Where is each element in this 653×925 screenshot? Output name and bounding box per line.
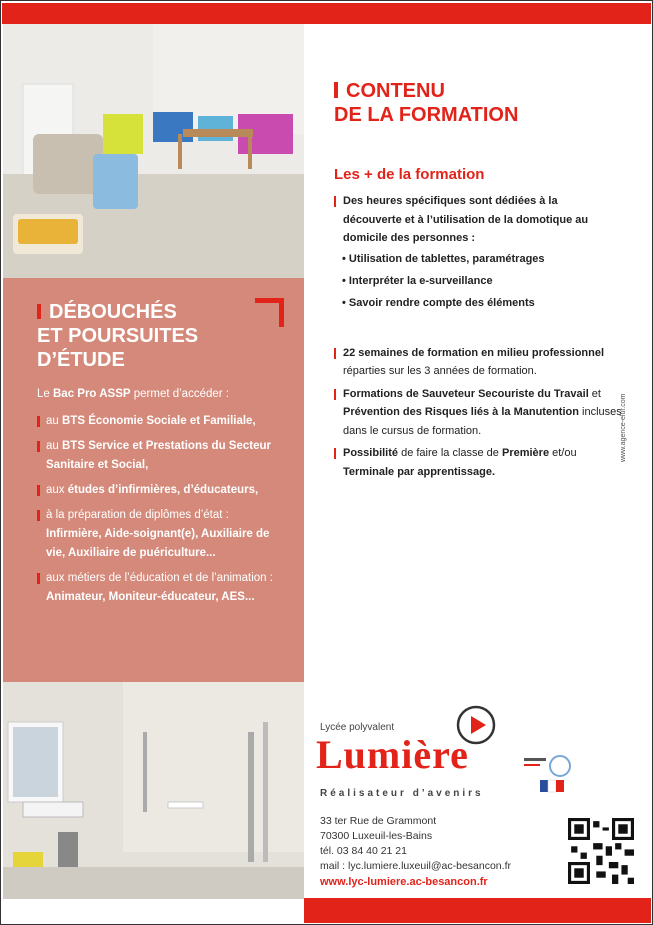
top-red-bar <box>2 3 651 24</box>
list-item: Possibilité de faire la classe de Première et/ou Terminale par apprentissage. <box>334 444 618 481</box>
agency-url: www.agence-elur.com <box>620 393 627 462</box>
list-item: Des heures spécifiques sont dédiées à la découverte et à l’utilisation de la domotique au domicile des personnes : <box>334 192 618 248</box>
list-item: au BTS Service et Prestations du Secteur Sanitaire et Social, <box>37 437 287 475</box>
lycee-mini-logo-icon <box>522 750 574 798</box>
bottom-red-bar <box>304 898 651 923</box>
outcomes-list <box>37 412 287 613</box>
list-item: au BTS Économie Sociale et Familiale, <box>37 412 287 431</box>
bathroom-photo <box>3 682 304 899</box>
list-item: Formations de Sauveteur Secouriste du Travail et Prévention des Risques liés à la Manutention incluses dans le cursus de formation. <box>334 385 628 441</box>
sub-item: • Interpréter la e-surveillance <box>342 274 493 287</box>
title-marker <box>334 82 338 98</box>
logo-small-text: Lycée polyvalent <box>320 722 395 733</box>
list-item: à la préparation de diplômes d’état : Infirmière, Aide-soignant(e), Auxiliaire de vie, Auxiliaire de puériculture... <box>37 506 287 563</box>
address-phone: tél. 03 84 40 21 21 <box>320 845 407 857</box>
website-link[interactable]: www.lyc-lumiere.ac-besancon.fr <box>320 876 488 888</box>
sub-item: • Utilisation de tablettes, paramétrages <box>342 252 545 265</box>
corner-decoration <box>255 298 284 327</box>
address-street: 33 ter Rue de Grammont <box>320 815 437 827</box>
address-email[interactable]: mail : lyc.lumiere.luxeuil@ac-besancon.fr <box>320 860 511 872</box>
title-marker <box>37 304 41 319</box>
list-item: aux métiers de l’éducation et de l’animation : Animateur, Moniteur-éducateur, AES... <box>37 569 287 607</box>
outcomes-intro: Le Bac Pro ASSP permet d’accéder : <box>37 388 229 400</box>
advantages-subtitle: Les + de la formation <box>334 166 485 183</box>
advantages-list <box>334 192 624 481</box>
address-city: 70300 Luxeuil-les-Bains <box>320 830 433 842</box>
classroom-photo <box>3 24 304 278</box>
outcomes-title: DÉBOUCHÉS ET POURSUITES D’ÉTUDE <box>37 301 199 371</box>
address-block <box>320 814 511 874</box>
qr-code-icon <box>568 818 634 884</box>
play-icon <box>455 704 497 746</box>
outcomes-panel <box>3 278 304 682</box>
content-title: CONTENU DE LA FORMATION <box>334 80 519 126</box>
sub-item: • Savoir rendre compte des éléments <box>342 296 535 309</box>
list-item: aux études d’infirmières, d’éducateurs, <box>37 481 287 500</box>
logo-tagline: Réalisateur d’avenirs <box>320 788 484 799</box>
list-item: 22 semaines de formation en milieu professionnel réparties sur les 3 années de formation. <box>334 344 618 381</box>
logo-main-text: Lumière <box>316 732 469 777</box>
